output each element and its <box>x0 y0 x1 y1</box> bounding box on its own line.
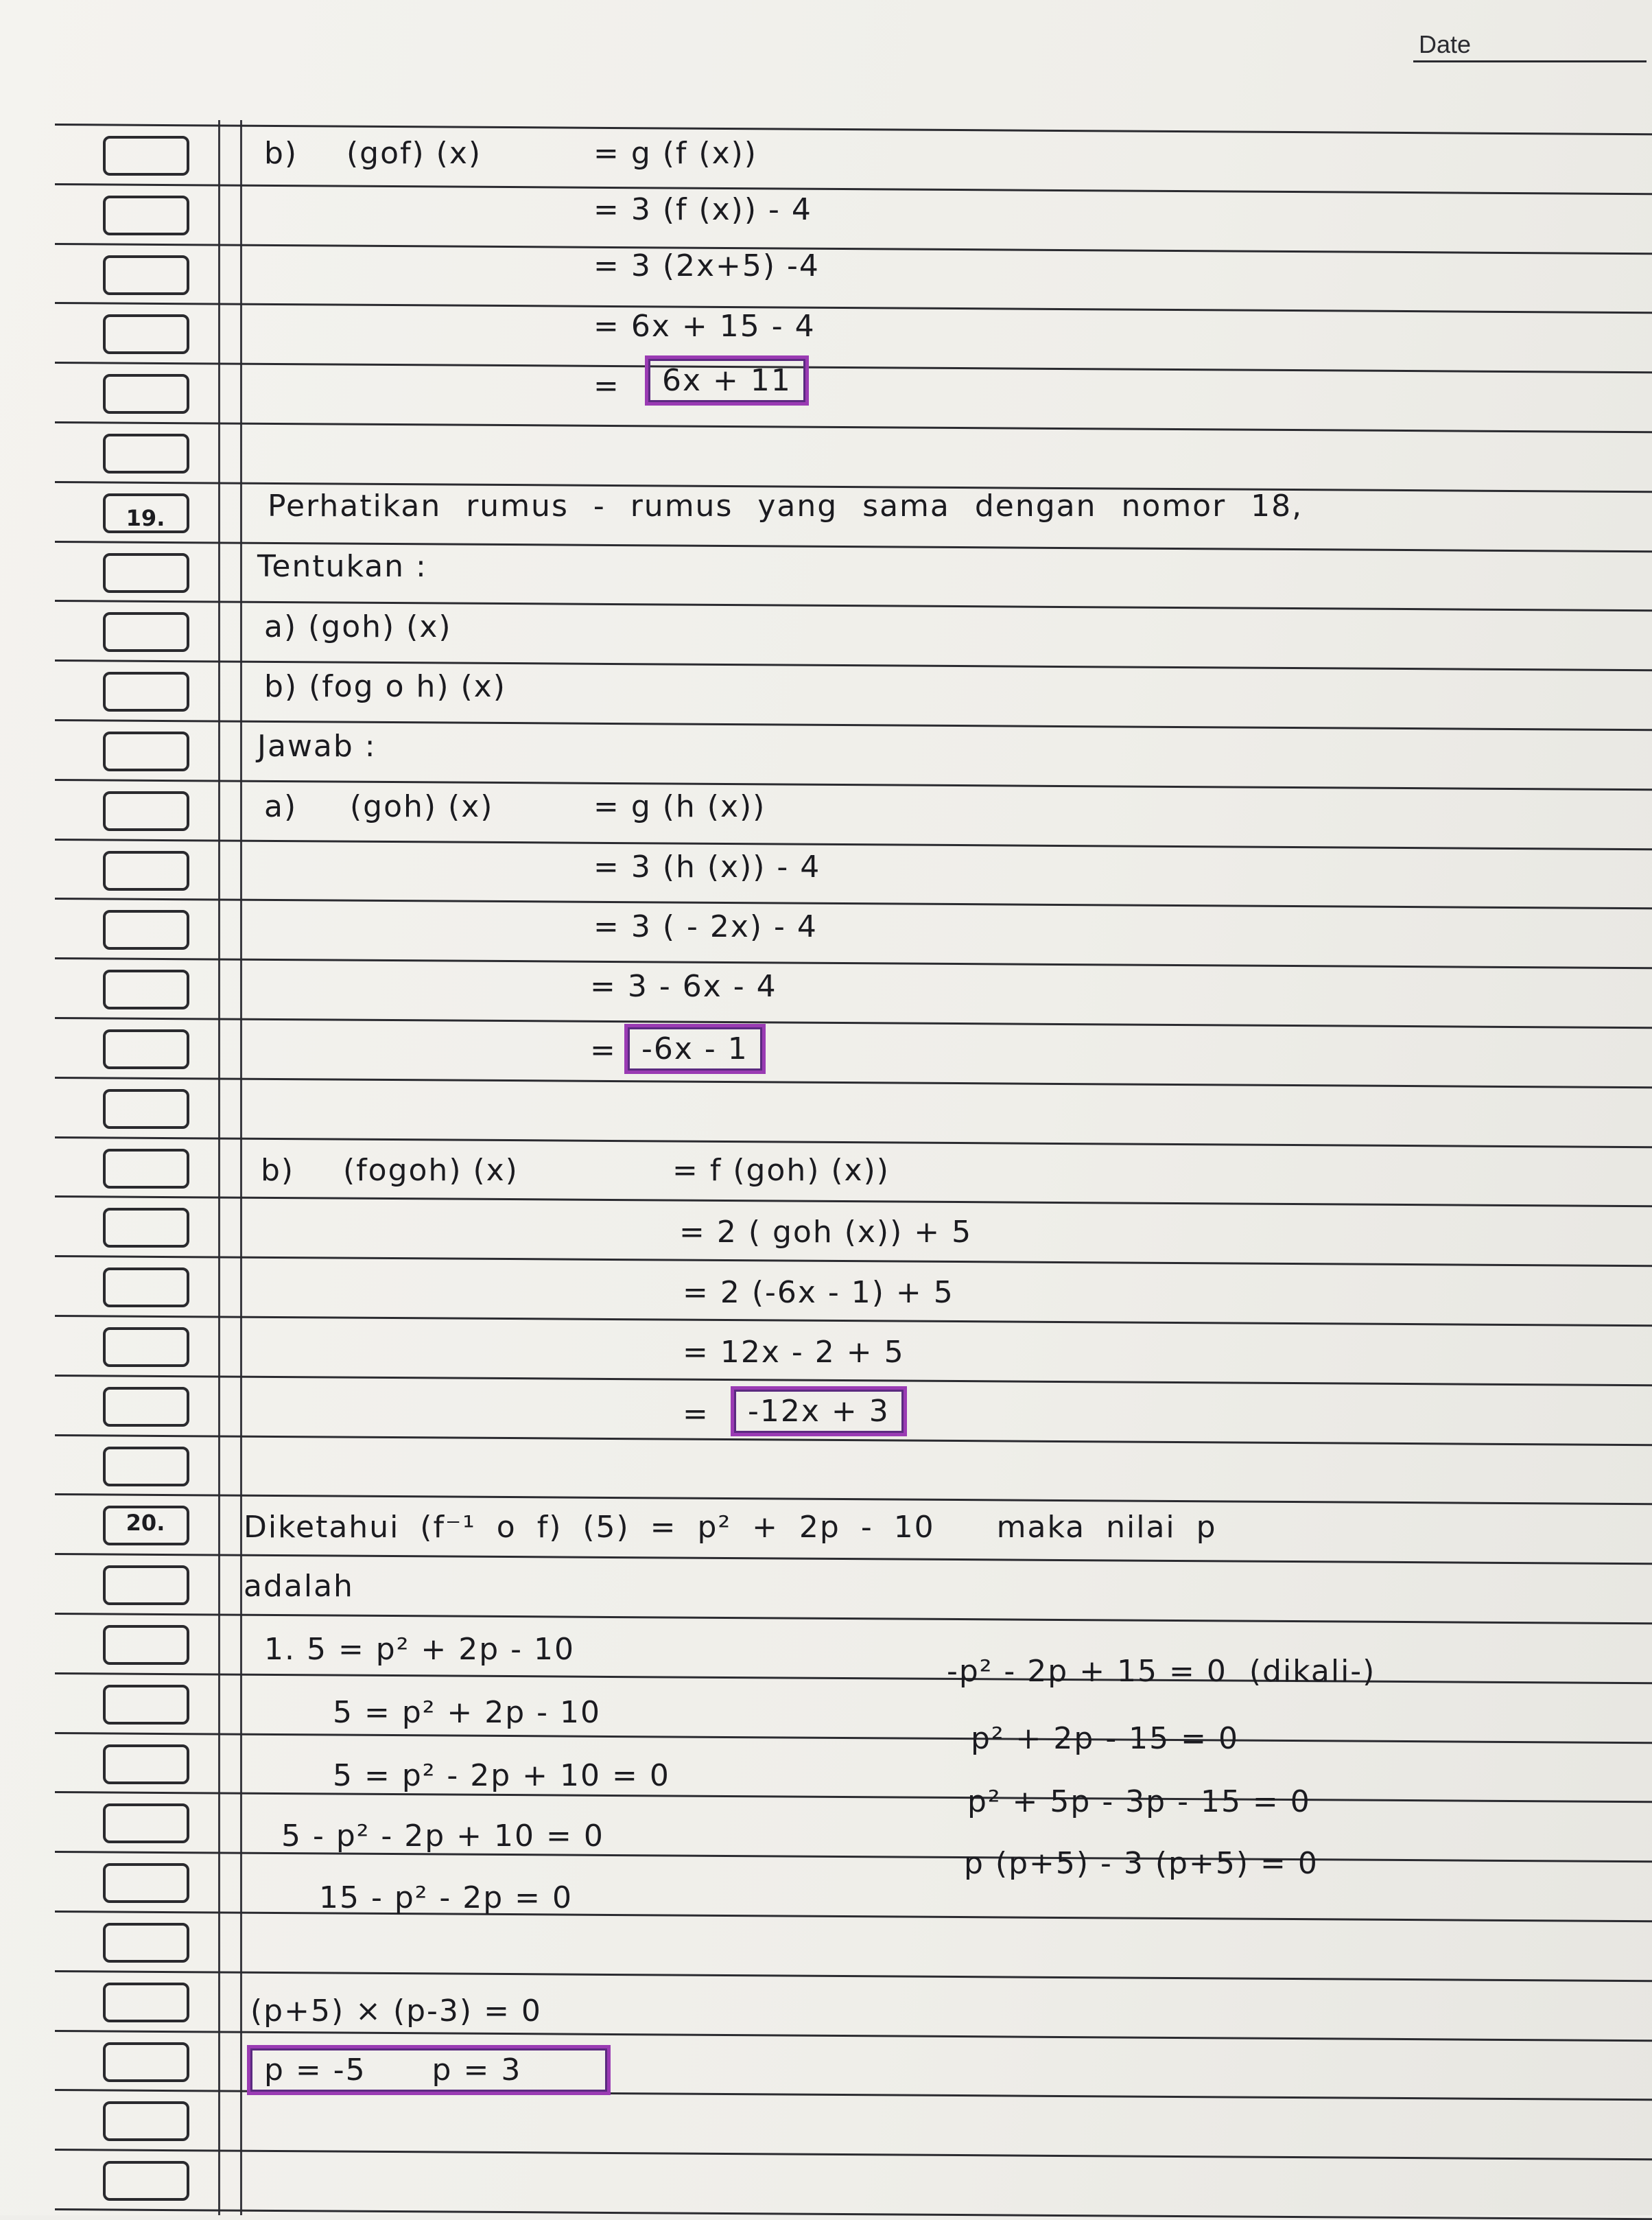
ruled-line <box>55 898 1652 909</box>
q20-right-step-1: -p² - 2p + 15 = 0 (dikali-) <box>947 1654 1376 1689</box>
q19b-step-5: = <box>683 1397 709 1432</box>
ruled-line <box>55 1255 1652 1267</box>
ruled-line <box>55 957 1652 969</box>
q20-right-step-3: p² + 5p - 3p - 15 = 0 <box>967 1784 1311 1819</box>
ruled-line <box>55 2208 1652 2220</box>
q19a-lhs: (goh) (x) <box>350 789 494 824</box>
q18b-answer: 6x + 11 <box>662 363 792 398</box>
margin-number-box <box>103 2101 189 2141</box>
ruled-line <box>55 1195 1652 1207</box>
margin-line-left <box>218 120 220 2215</box>
ruled-line <box>55 183 1652 195</box>
ruled-line <box>55 362 1652 373</box>
q19a-step-4: = 3 - 6x - 4 <box>590 969 777 1004</box>
q19a-answer: -6x - 1 <box>641 1031 748 1066</box>
margin-number-box <box>103 1447 189 1486</box>
ruled-line <box>55 1911 1652 1922</box>
q20-left-step-3: 5 = p² - 2p + 10 = 0 <box>333 1758 670 1793</box>
ruled-line <box>55 1970 1652 1982</box>
margin-number-box <box>103 851 189 891</box>
margin-number-box <box>103 255 189 295</box>
q20-left-step-2: 5 = p² + 2p - 10 <box>333 1695 602 1730</box>
margin-number-box <box>103 672 189 712</box>
q19b-label: b) <box>261 1153 295 1188</box>
q19b-step-3: = 2 (-6x - 1) + 5 <box>683 1275 954 1310</box>
ruled-line <box>55 1791 1652 1803</box>
margin-number-box <box>103 1208 189 1248</box>
margin-number-box <box>103 1327 189 1367</box>
ruled-line <box>55 1136 1652 1148</box>
q18b-lhs: (gof) (x) <box>346 136 482 171</box>
margin-number-box <box>103 2161 189 2201</box>
margin-number-box <box>103 910 189 950</box>
question-number-19: 19. <box>126 505 165 531</box>
margin-number-box <box>103 1089 189 1129</box>
ruled-line <box>55 839 1652 850</box>
q19b-step-4: = 12x - 2 + 5 <box>683 1335 905 1370</box>
q18b-step-2: = 3 (f (x)) - 4 <box>593 192 812 227</box>
margin-number-box <box>103 1863 189 1903</box>
margin-number-box <box>103 1983 189 2022</box>
q19a-step-3: = 3 ( - 2x) - 4 <box>593 909 818 944</box>
q20-right-step-2: p² + 2p - 15 = 0 <box>971 1721 1240 1756</box>
margin-number-box <box>103 1149 189 1189</box>
date-line <box>1413 60 1647 62</box>
ruled-line <box>55 1017 1652 1029</box>
q19-answer-label: Jawab : <box>257 729 377 764</box>
question-number-20: 20. <box>126 1510 165 1536</box>
margin-number-box <box>103 732 189 771</box>
q19b-step-2: = 2 ( goh (x)) + 5 <box>679 1215 973 1250</box>
margin-number-box <box>103 2042 189 2082</box>
margin-number-box <box>103 1803 189 1843</box>
margin-line-right <box>240 120 242 2215</box>
ruled-line <box>55 1672 1652 1684</box>
ruled-line <box>55 302 1652 314</box>
q18b-step-3: = 3 (2x+5) -4 <box>593 248 820 283</box>
margin-number-box <box>103 970 189 1009</box>
q19a-answer-box <box>624 1024 766 1074</box>
margin-number-box <box>103 1267 189 1307</box>
margin-number-box <box>103 1923 189 1963</box>
margin-number-box <box>103 1029 189 1069</box>
ruled-line <box>55 2030 1652 2042</box>
margin-number-box <box>103 553 189 593</box>
ruled-line <box>55 124 1652 135</box>
margin-number-box <box>103 1685 189 1725</box>
q18b-step-5: = <box>593 369 620 404</box>
q19a-step-2: = 3 (h (x)) - 4 <box>593 850 821 885</box>
q19a-step-1: = g (h (x)) <box>593 789 766 824</box>
margin-number-box <box>103 1625 189 1665</box>
q19b-lhs: (fogoh) (x) <box>343 1153 519 1188</box>
q19-item-b: b) (fog o h) (x) <box>264 669 506 704</box>
date-label: Date <box>1419 30 1472 58</box>
q19b-answer-box <box>731 1386 907 1436</box>
margin-number-box <box>103 196 189 235</box>
ruled-line <box>55 1493 1652 1505</box>
margin-number-box <box>103 1565 189 1605</box>
q18b-label: b) <box>264 136 298 171</box>
ruled-line <box>55 2149 1652 2160</box>
margin-number-box <box>103 136 189 176</box>
q19-item-a: a) (goh) (x) <box>264 609 452 644</box>
margin-number-box <box>103 612 189 652</box>
margin-number-box <box>103 314 189 354</box>
margin-number-box <box>103 374 189 414</box>
q20-answer-box <box>247 2045 611 2095</box>
q18b-step-4: = 6x + 15 - 4 <box>593 309 816 344</box>
q18b-step-1: = g (f (x)) <box>593 136 757 171</box>
q20-left-step-5: 15 - p² - 2p = 0 <box>319 1880 574 1915</box>
q19a-step-5: = <box>590 1033 617 1068</box>
q20-left-step-4: 5 - p² - 2p + 10 = 0 <box>281 1819 604 1854</box>
ruled-line <box>55 1553 1652 1565</box>
margin-number-box <box>103 434 189 474</box>
ruled-line <box>55 1732 1652 1744</box>
q20-answer: p = -5 p = 3 <box>264 2053 522 2088</box>
q19-prompt-line-1: Perhatikan rumus - rumus yang sama dengan nomor 18, <box>268 489 1303 524</box>
q19b-step-1: = f (goh) (x)) <box>672 1153 890 1188</box>
q18b-answer-box <box>645 355 809 406</box>
q20-prompt-line-2: adalah <box>244 1569 354 1604</box>
margin-number-box <box>103 1744 189 1784</box>
ruled-line <box>55 1613 1652 1624</box>
q19a-label: a) <box>264 789 298 824</box>
q20-left-step-1: 1. 5 = p² + 2p - 10 <box>264 1632 575 1667</box>
q19-prompt-line-2: Tentukan : <box>257 549 427 584</box>
q20-factored: (p+5) × (p-3) = 0 <box>250 1994 542 2029</box>
margin-number-box <box>103 1387 189 1427</box>
ruled-line <box>55 421 1652 433</box>
ruled-line <box>55 1315 1652 1327</box>
q20-right-step-4: p (p+5) - 3 (p+5) = 0 <box>964 1846 1319 1881</box>
margin-number-box <box>103 791 189 831</box>
ruled-line <box>55 1375 1652 1386</box>
q19b-answer: -12x + 3 <box>748 1394 890 1429</box>
ruled-line <box>55 1077 1652 1088</box>
ruled-line <box>55 243 1652 255</box>
q20-prompt-line-1: Diketahui (f⁻¹ o f) (5) = p² + 2p - 10 maka nilai p <box>244 1510 1217 1545</box>
